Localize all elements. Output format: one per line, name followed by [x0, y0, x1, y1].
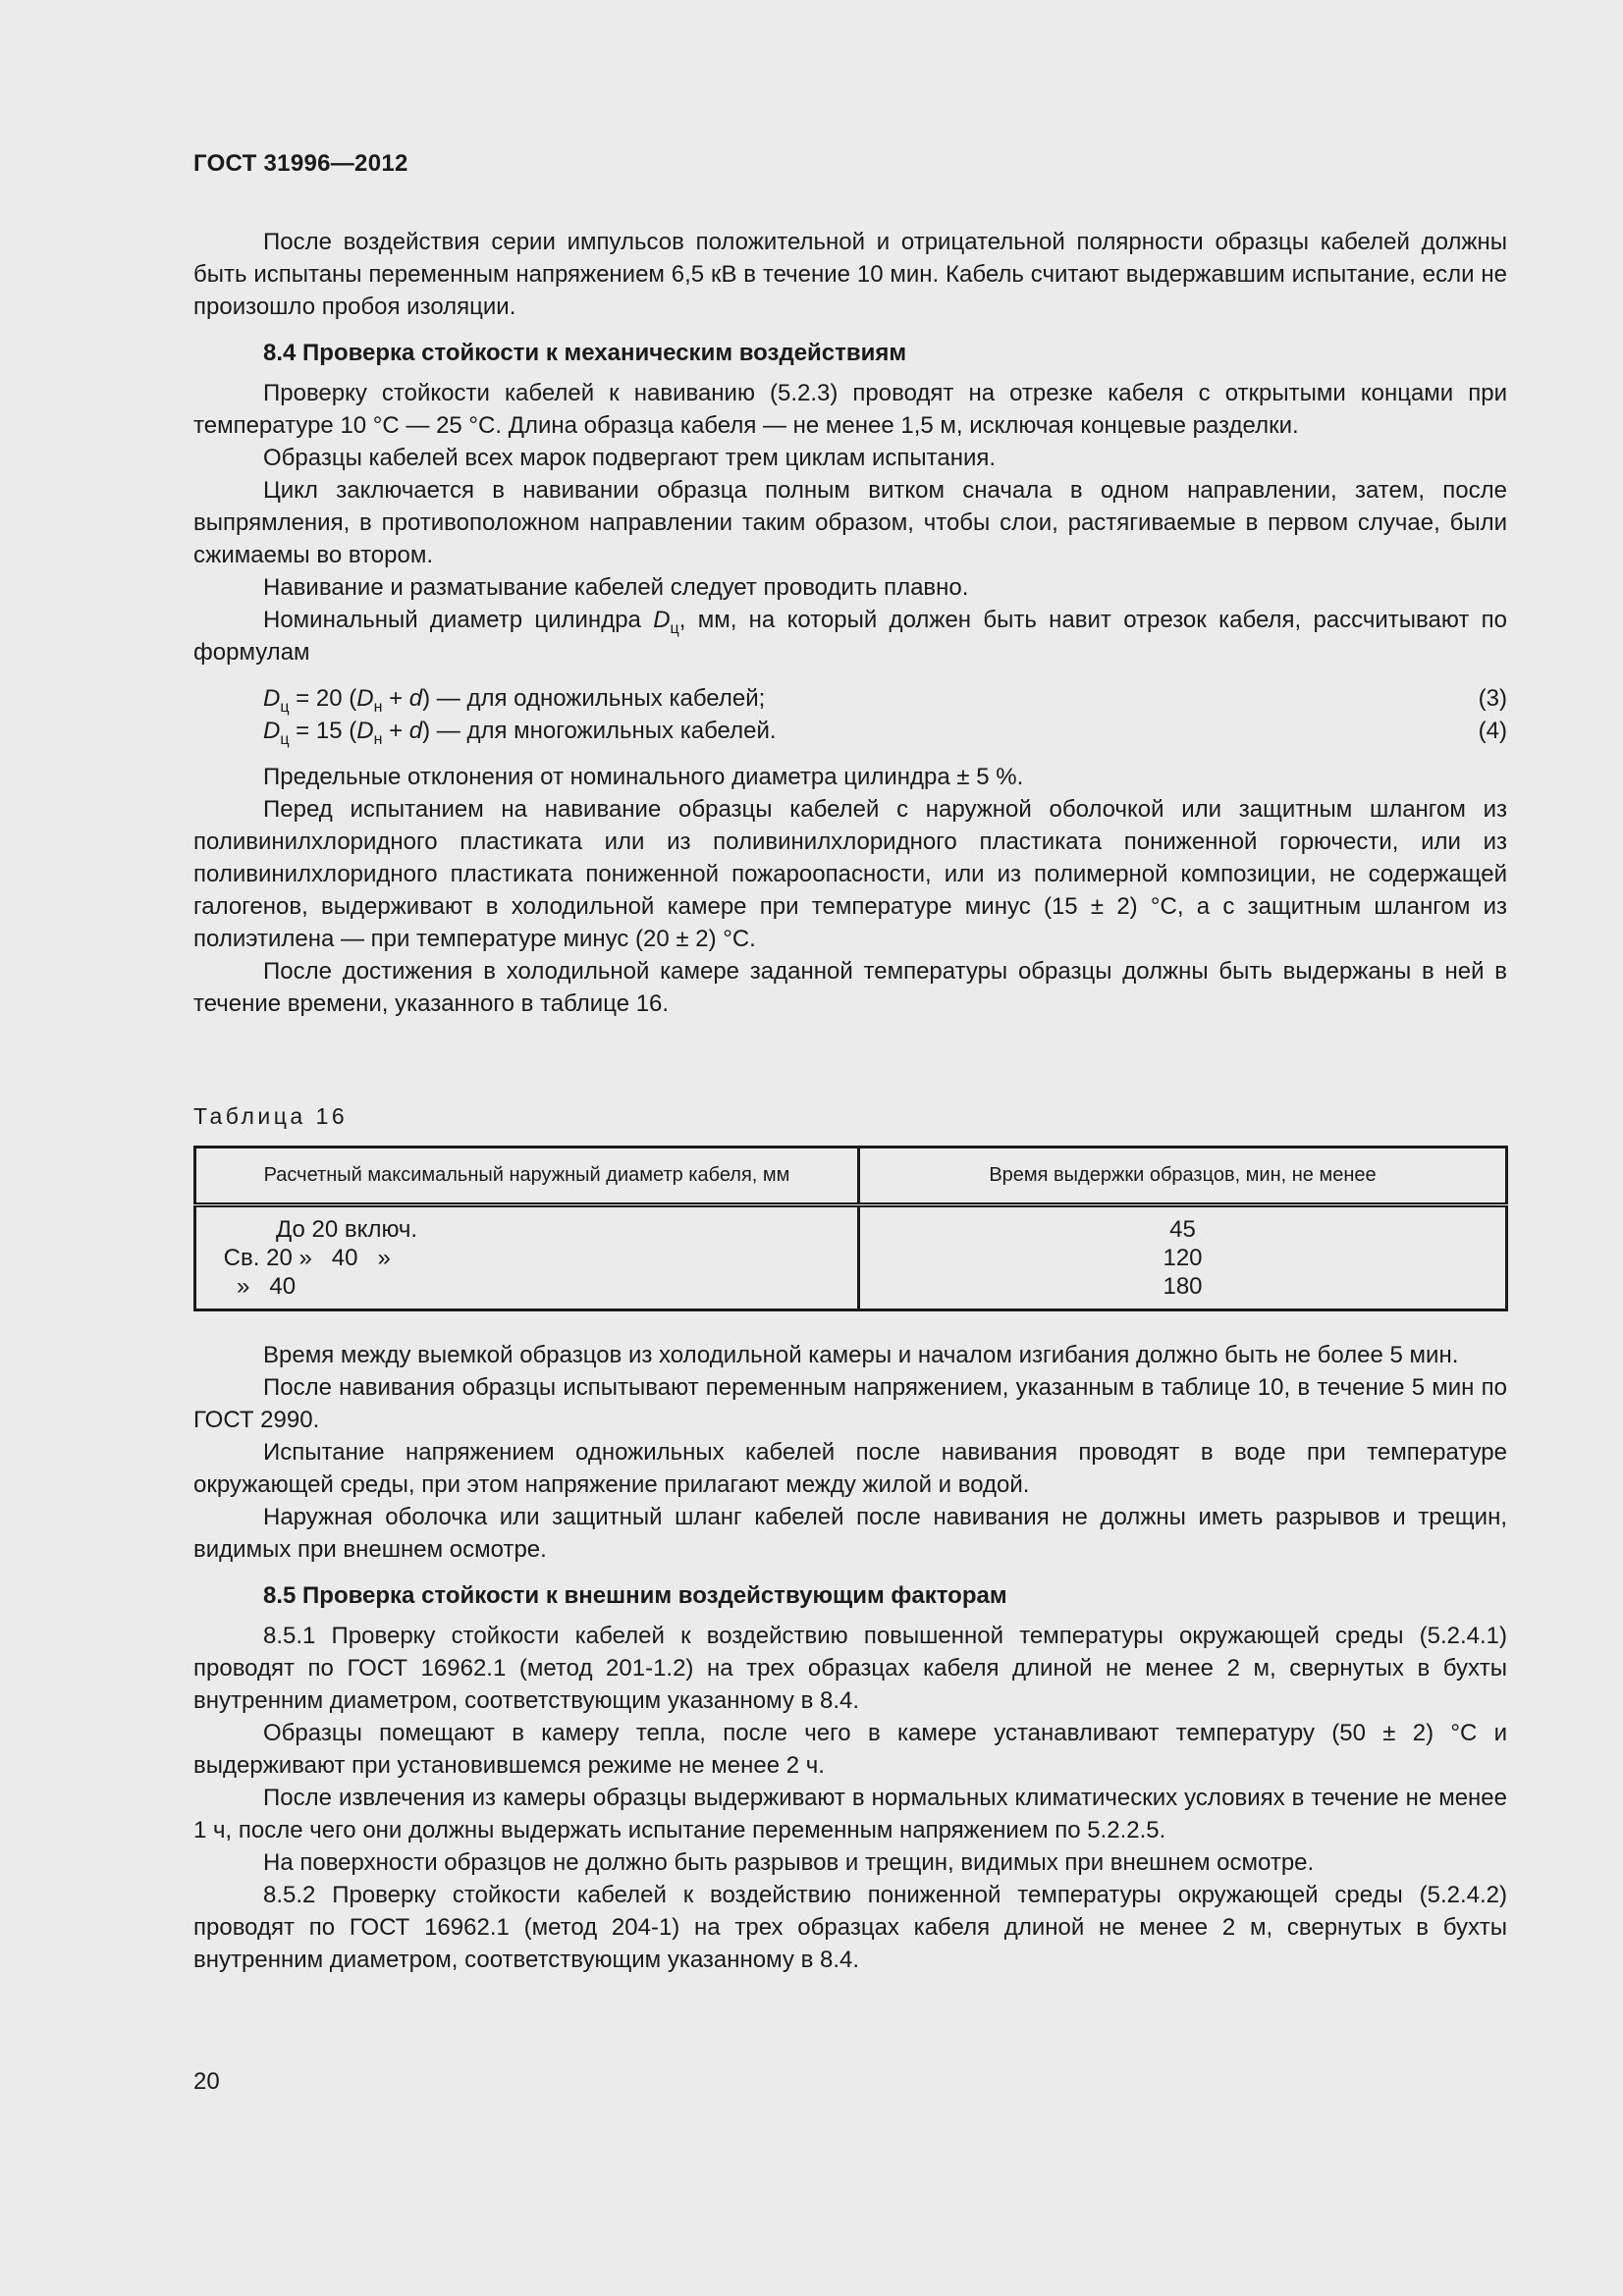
paragraph: Наружная оболочка или защитный шланг кабелей после навивания не должны иметь разрывов и трещин, видимых при внешнем осмотре. [193, 1504, 1507, 1563]
formula-number: (4) [1478, 718, 1507, 744]
paragraph: 8.5.1 Проверку стойкости кабелей к воздействию повышенной температуры окружающей среды (5.2.4.1) проводят по ГОСТ 16962.1 (метод 201-1.2) на трех образцах кабеля длиной не менее 2 м, свернутых в бухты внутренним диаметром, соответствующим указанному в 8.4. [193, 1623, 1507, 1714]
symbol: d [408, 718, 423, 744]
subscript: н [373, 731, 383, 748]
table-header-row [195, 1148, 1507, 1205]
subscript: н [373, 699, 383, 716]
paragraph: Образцы помещают в камеру тепла, после чего в камере устанавливают температуру (50 ± 2) °С и выдерживают при установившемся режиме не менее 2 ч. [193, 1720, 1507, 1779]
paragraph-text: , мм, на который должен быть навит отрезок кабеля, рассчитывают по формулам [193, 607, 1507, 666]
table-cell-diameter [195, 1205, 859, 1310]
paragraph: Проверку стойкости кабелей к навиванию (5.2.3) проводят на отрезке кабеля с открытыми концами при температуре 10 °С — 25 °С. Длина образца кабеля — не менее 1,5 м, исключая концевые разделки. [193, 380, 1507, 439]
symbol: D [263, 685, 281, 712]
paragraph [193, 604, 1507, 668]
table-cell-time [859, 1205, 1507, 1310]
table-caption: Таблица 16 [193, 1103, 349, 1129]
formula-4 [263, 715, 1507, 747]
paragraph: Цикл заключается в навивании образца полным витком сначала в одном направлении, затем, после выпрямления, в противоположном направлении таким образом, чтобы слои, растягиваемые в первом случае, были сжимаемы во втором. [193, 477, 1507, 568]
symbol: d [408, 685, 423, 712]
page-number: 20 [193, 2068, 220, 2095]
paragraph: После воздействия серии импульсов положительной и отрицательной полярности образцы кабелей должны быть испытаны переменным напряжением 6,5 кВ в течение 10 мин. Кабель считают выдержавшим испытание, если не произошло пробоя изоляции. [193, 229, 1507, 320]
table-cell-line: 120 [1163, 1245, 1203, 1271]
paragraph: Перед испытанием на навивание образцы кабелей с наружной оболочкой или защитным шлангом из поливинилхлоридного пластиката или из поливинилхлоридного пластиката пониженной горючести, или из поливинилхлоридного пластиката пониженной пожароопасности, или из полимерной композиции, не содержащей галогенов, выдерживают в холодильной камере при температуре минус (15 ± 2) °С, а с защитным шлангом из полиэтилена — при температуре минус (20 ± 2) °С. [193, 796, 1507, 952]
formula-text: = 20 ( [289, 685, 357, 712]
paragraph: После достижения в холодильной камере заданной температуры образцы должны быть выдержаны в ней в течение времени, указанного в таблице 16. [193, 958, 1507, 1017]
section-heading-8-5: 8.5 Проверка стойкости к внешним воздействующим факторам [263, 1582, 1007, 1609]
symbol: D [356, 685, 374, 712]
paragraph: Время между выемкой образцов из холодильной камеры и началом изгибания должно быть не более 5 мин. [263, 1342, 1459, 1368]
document-header: ГОСТ 31996—2012 [193, 150, 408, 177]
formula-text: + [382, 685, 409, 712]
paragraph: После извлечения из камеры образцы выдерживают в нормальных климатических условиях в течение не менее 1 ч, после чего они должны выдержать испытание переменным напряжением по 5.2.2.5. [193, 1785, 1507, 1843]
table-cell-line: 45 [1169, 1216, 1196, 1243]
table-header-cell: Расчетный максимальный наружный диаметр кабеля, мм [195, 1148, 859, 1205]
subscript: ц [280, 731, 290, 748]
formula-3 [263, 682, 1507, 715]
formula-number: (3) [1478, 685, 1507, 712]
text-block-3 [193, 1339, 1507, 1976]
paragraph: На поверхности образцов не должно быть разрывов и трещин, видимых при внешнем осмотре. [263, 1849, 1315, 1876]
symbol-d-cyl: D [653, 607, 671, 633]
table-cell-line: Св. 20 » 40 » [197, 1245, 391, 1271]
formula-text: ) — для многожильных кабелей. [422, 718, 777, 744]
subscript: ц [280, 699, 290, 716]
formula-text: + [382, 718, 409, 744]
section-heading-8-4: 8.4 Проверка стойкости к механическим воздействиям [263, 340, 907, 366]
paragraph: Испытание напряжением одножильных кабелей после навивания проводят в воде при температуре окружающей среды, при этом напряжение прилагают между жилой и водой. [193, 1439, 1507, 1498]
paragraph: Навивание и разматывание кабелей следует проводить плавно. [263, 574, 969, 601]
symbol: D [356, 718, 374, 744]
subscript-c: ц [670, 620, 679, 637]
table-body-row [195, 1205, 1507, 1310]
paragraph: Предельные отклонения от номинального диаметра цилиндра ± 5 %. [263, 764, 1024, 790]
table-header-cell: Время выдержки образцов, мин, не менее [859, 1148, 1507, 1205]
paragraph: После навивания образцы испытывают переменным напряжением, указанным в таблице 10, в течение 5 мин по ГОСТ 2990. [193, 1374, 1507, 1433]
symbol: D [263, 718, 281, 744]
paragraph: Образцы кабелей всех марок подвергают трем циклам испытания. [263, 445, 997, 471]
paragraph-text: Номинальный диаметр цилиндра [263, 607, 654, 633]
table-cell-line: » 40 [197, 1273, 297, 1300]
formula-text: ) — для одножильных кабелей; [422, 685, 766, 712]
paragraph: 8.5.2 Проверку стойкости кабелей к воздействию пониженной температуры окружающей среды (5.2.4.2) проводят по ГОСТ 16962.1 (метод 204-1) на трех образцах кабеля длиной не менее 2 м, свернутых в бухты внутренним диаметром, соответствующим указанному в 8.4. [193, 1882, 1507, 1973]
table-16 [193, 1146, 1508, 1311]
table-cell-line: 180 [1163, 1273, 1203, 1300]
formula-text: = 15 ( [289, 718, 357, 744]
text-block-1 [193, 226, 1507, 1020]
table-cell-line: До 20 включ. [197, 1216, 418, 1243]
